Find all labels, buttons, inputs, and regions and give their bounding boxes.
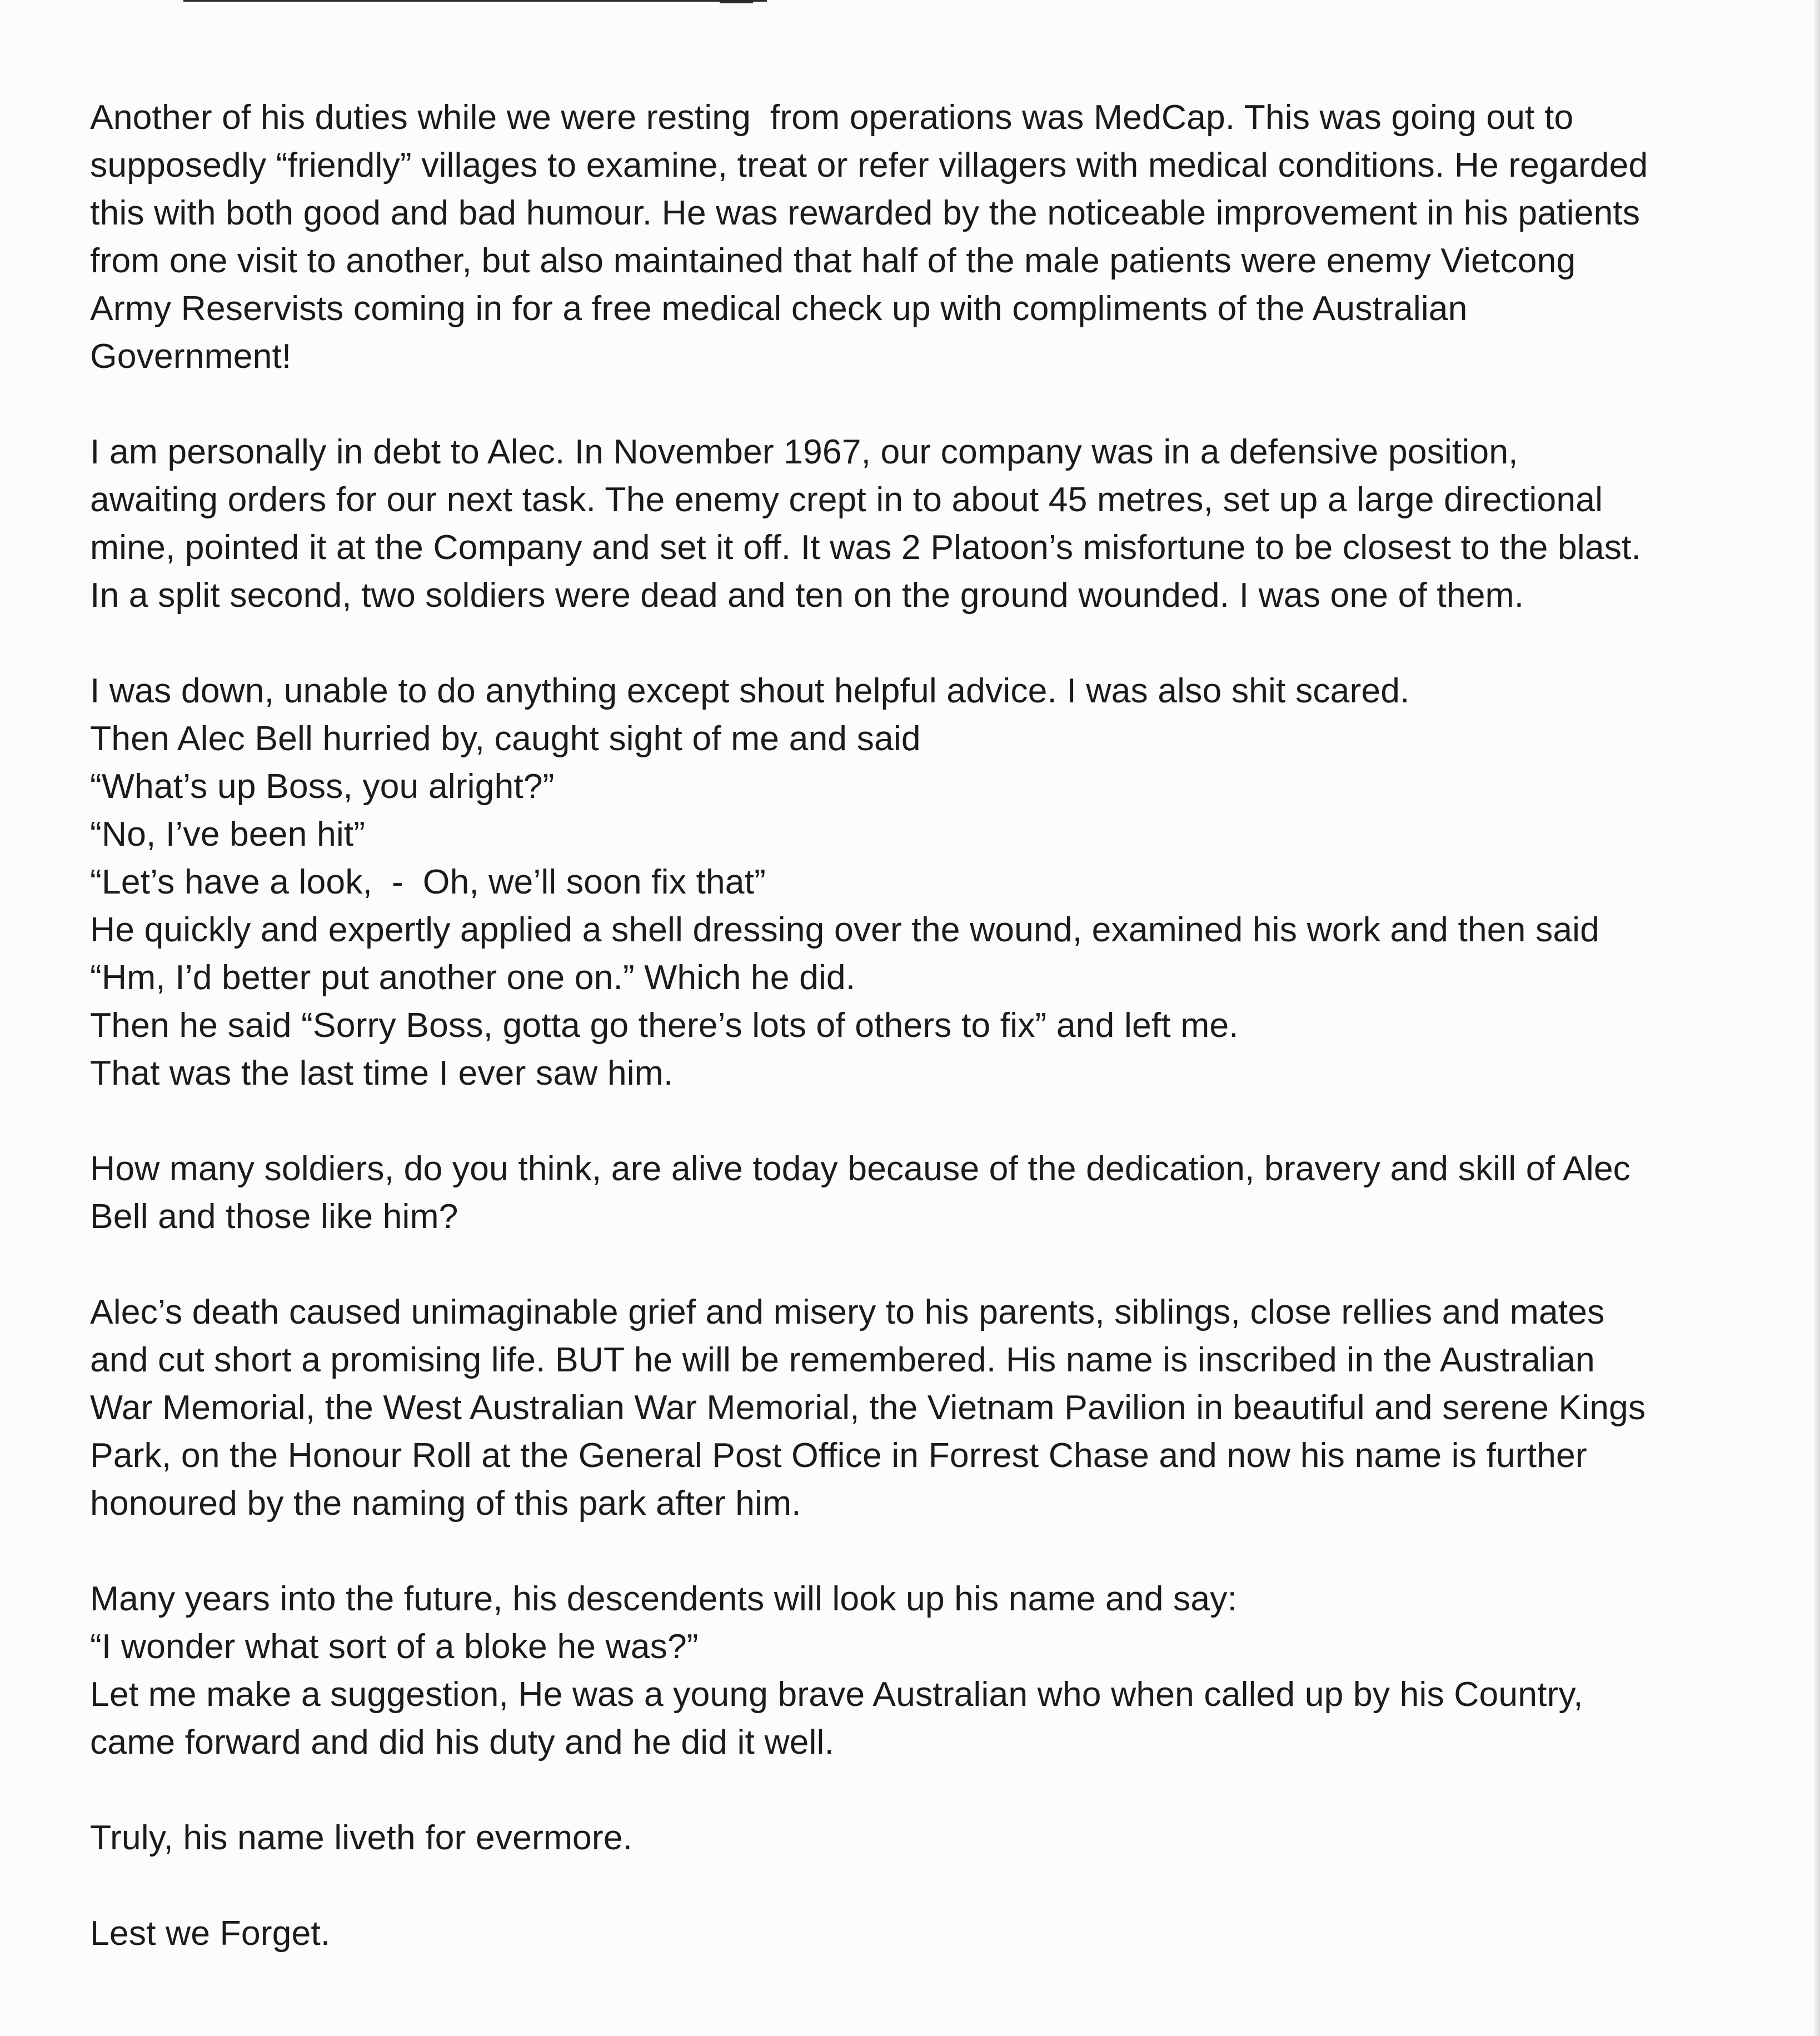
text-line: Let me make a suggestion, He was a young brave Australian who when called up by his Country, bbox=[90, 1675, 1583, 1714]
text-line: Then he said “Sorry Boss, gotta go there’s lots of others to fix” and left me. bbox=[90, 1006, 1239, 1045]
text-line: awaiting orders for our next task. The enemy crept in to about 45 metres, set up a large directional bbox=[90, 480, 1603, 519]
paragraph-lest-we-forget bbox=[90, 1909, 1757, 1957]
paragraph-remembered bbox=[90, 1288, 1757, 1527]
text-line: How many soldiers, do you think, are alive today because of the dedication, bravery and skill of Alec bbox=[90, 1149, 1631, 1188]
text-line: I am personally in debt to Alec. In November 1967, our company was in a defensive position, bbox=[90, 432, 1518, 471]
text-line: mine, pointed it at the Company and set it off. It was 2 Platoon’s misfortune to be closest to the blast. bbox=[90, 528, 1641, 567]
text-line: War Memorial, the West Australian War Memorial, the Vietnam Pavilion in beautiful and serene Kings bbox=[90, 1388, 1646, 1427]
top-rule-line bbox=[183, 0, 767, 2]
paragraph-future bbox=[90, 1575, 1757, 1766]
text-line: Army Reservists coming in for a free medical check up with compliments of the Australian bbox=[90, 289, 1468, 328]
text-line: I was down, unable to do anything except shout helpful advice. I was also shit scared. bbox=[90, 671, 1410, 710]
text-line: “Let’s have a look, - Oh, we’ll soon fix that” bbox=[90, 862, 766, 901]
text-line: Another of his duties while we were resting from operations was MedCap. This was going out to bbox=[90, 98, 1574, 137]
text-line: “I wonder what sort of a bloke he was?” bbox=[90, 1627, 699, 1666]
page-edge-shadow bbox=[1814, 0, 1820, 2036]
text-line: Lest we Forget. bbox=[90, 1914, 331, 1953]
text-line: Park, on the Honour Roll at the General Post Office in Forrest Chase and now his name is further bbox=[90, 1436, 1587, 1475]
paragraph-medcap bbox=[90, 93, 1757, 380]
top-rule-mark bbox=[720, 0, 753, 3]
text-line: Then Alec Bell hurried by, caught sight of me and said bbox=[90, 719, 921, 758]
text-line: “Hm, I’d better put another one on.” Which he did. bbox=[90, 958, 856, 997]
paragraph-truly bbox=[90, 1814, 1757, 1862]
text-line: Alec’s death caused unimaginable grief and misery to his parents, siblings, close rellies and mates bbox=[90, 1293, 1605, 1331]
text-line: supposedly “friendly” villages to examine, treat or refer villagers with medical conditions. He regarded bbox=[90, 146, 1648, 184]
paragraph-debt bbox=[90, 428, 1757, 619]
text-line: That was the last time I ever saw him. bbox=[90, 1054, 674, 1092]
text-line: He quickly and expertly applied a shell dressing over the wound, examined his work and then said bbox=[90, 910, 1600, 949]
text-line: “What’s up Boss, you alright?” bbox=[90, 767, 555, 806]
text-line: honoured by the naming of this park after him. bbox=[90, 1484, 801, 1523]
text-line: “No, I’ve been hit” bbox=[90, 815, 366, 854]
text-line: and cut short a promising life. BUT he will be remembered. His name is inscribed in the Australian bbox=[90, 1340, 1595, 1379]
text-line: Many years into the future, his descendents will look up his name and say: bbox=[90, 1579, 1238, 1618]
text-line: Bell and those like him? bbox=[90, 1197, 458, 1236]
text-line: Government! bbox=[90, 337, 292, 376]
text-line: came forward and did his duty and he did it well. bbox=[90, 1723, 834, 1761]
document-body bbox=[90, 93, 1757, 2005]
paragraph-wounded bbox=[90, 667, 1757, 1097]
text-line: from one visit to another, but also maintained that half of the male patients were enemy Vietcong bbox=[90, 241, 1576, 280]
text-line: In a split second, two soldiers were dead and ten on the ground wounded. I was one of them. bbox=[90, 576, 1524, 615]
paragraph-question bbox=[90, 1145, 1757, 1240]
text-line: this with both good and bad humour. He was rewarded by the noticeable improvement in his patients bbox=[90, 193, 1641, 232]
text-line: Truly, his name liveth for evermore. bbox=[90, 1818, 633, 1857]
